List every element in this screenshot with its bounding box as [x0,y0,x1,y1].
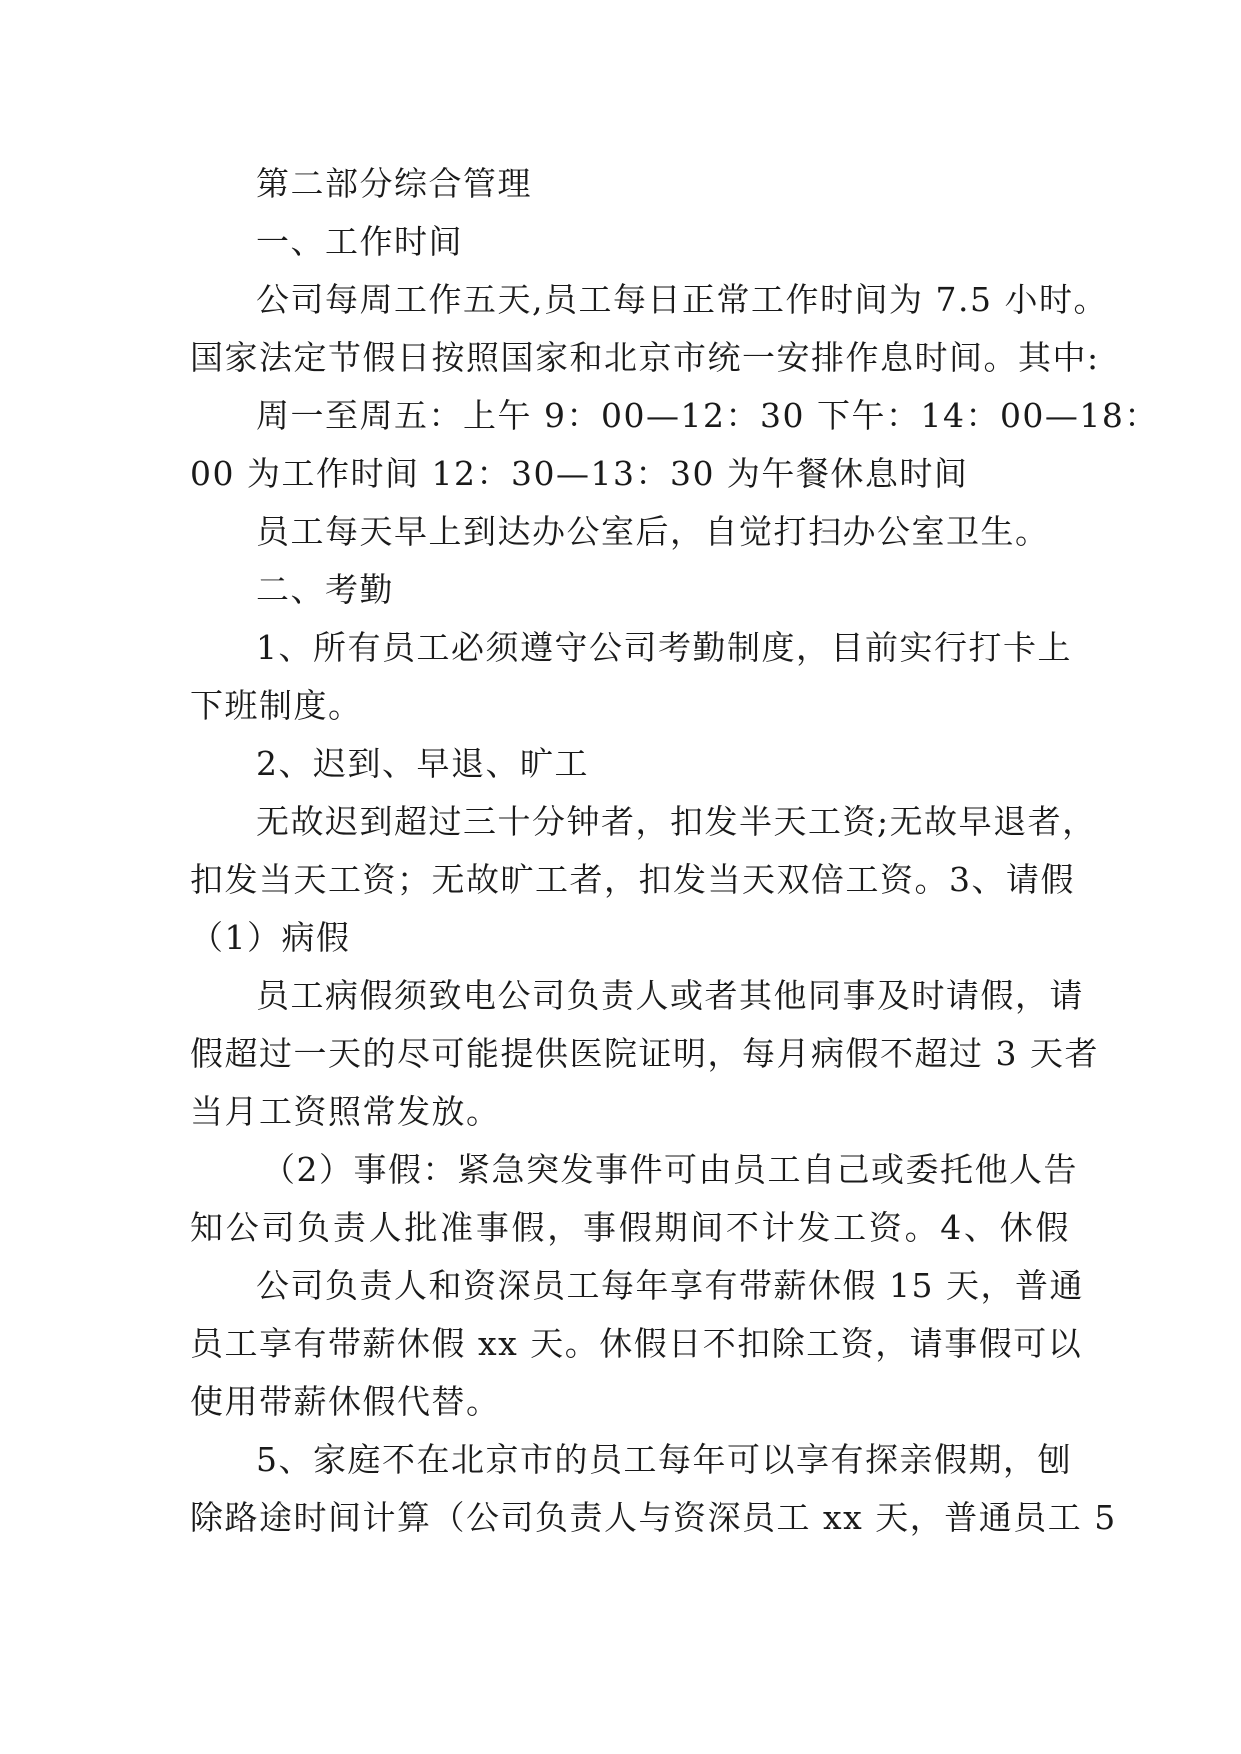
paragraph-line: 员工每天早上到达办公室后，自觉打扫办公室卫生。 [256,512,1050,551]
paragraph-line: 扣发当天工资；无故旷工者，扣发当天双倍工资。3、请假 [190,860,1075,899]
paragraph-line: 公司负责人和资深员工每年享有带薪休假 15 天，普通 [256,1266,1084,1305]
paragraph-line: 使用带薪休假代替。 [190,1382,501,1421]
paragraph-line: 国家法定节假日按照国家和北京市统一安排作息时间。其中: [190,338,1100,377]
subheading-late: 2、迟到、早退、旷工 [256,744,589,783]
paragraph-line: 员工病假须致电公司负责人或者其他同事及时请假，请 [256,976,1084,1015]
paragraph-line: 员工享有带薪休假 xx 天。休假日不扣除工资，请事假可以 [190,1324,1083,1363]
heading-attendance: 二、考勤 [256,570,394,609]
subheading-sick-leave: （1）病假 [190,918,351,957]
paragraph-line: 1、所有员工必须遵守公司考勤制度，目前实行打卡上 [256,628,1072,667]
paragraph-line: 5、家庭不在北京市的员工每年可以享有探亲假期，刨 [256,1440,1072,1479]
paragraph-line: 公司每周工作五天,员工每日正常工作时间为 7.5 小时。 [256,280,1108,319]
paragraph-line: 假超过一天的尽可能提供医院证明，每月病假不超过 3 天者 [190,1034,1099,1073]
section-title: 第二部分综合管理 [256,164,532,203]
heading-work-hours: 一、工作时间 [256,222,463,261]
paragraph-line: 00 为工作时间 12：30—13：30 为午餐休息时间 [190,454,969,493]
paragraph-line: 下班制度。 [190,686,363,725]
paragraph-line: 周一至周五：上午 9：00—12：30 下午：14：00—18： [256,396,1159,435]
paragraph-line: 知公司负责人批准事假，事假期间不计发工资。4、休假 [190,1208,1070,1247]
paragraph-line: 无故迟到超过三十分钟者，扣发半天工资;无故早退者， [256,802,1097,841]
paragraph-line: 除路途时间计算（公司负责人与资深员工 xx 天，普通员工 5 [190,1498,1117,1537]
paragraph-line: （2）事假：紧急突发事件可由员工自己或委托他人告 [262,1150,1078,1189]
paragraph-line: 当月工资照常发放。 [190,1092,501,1131]
